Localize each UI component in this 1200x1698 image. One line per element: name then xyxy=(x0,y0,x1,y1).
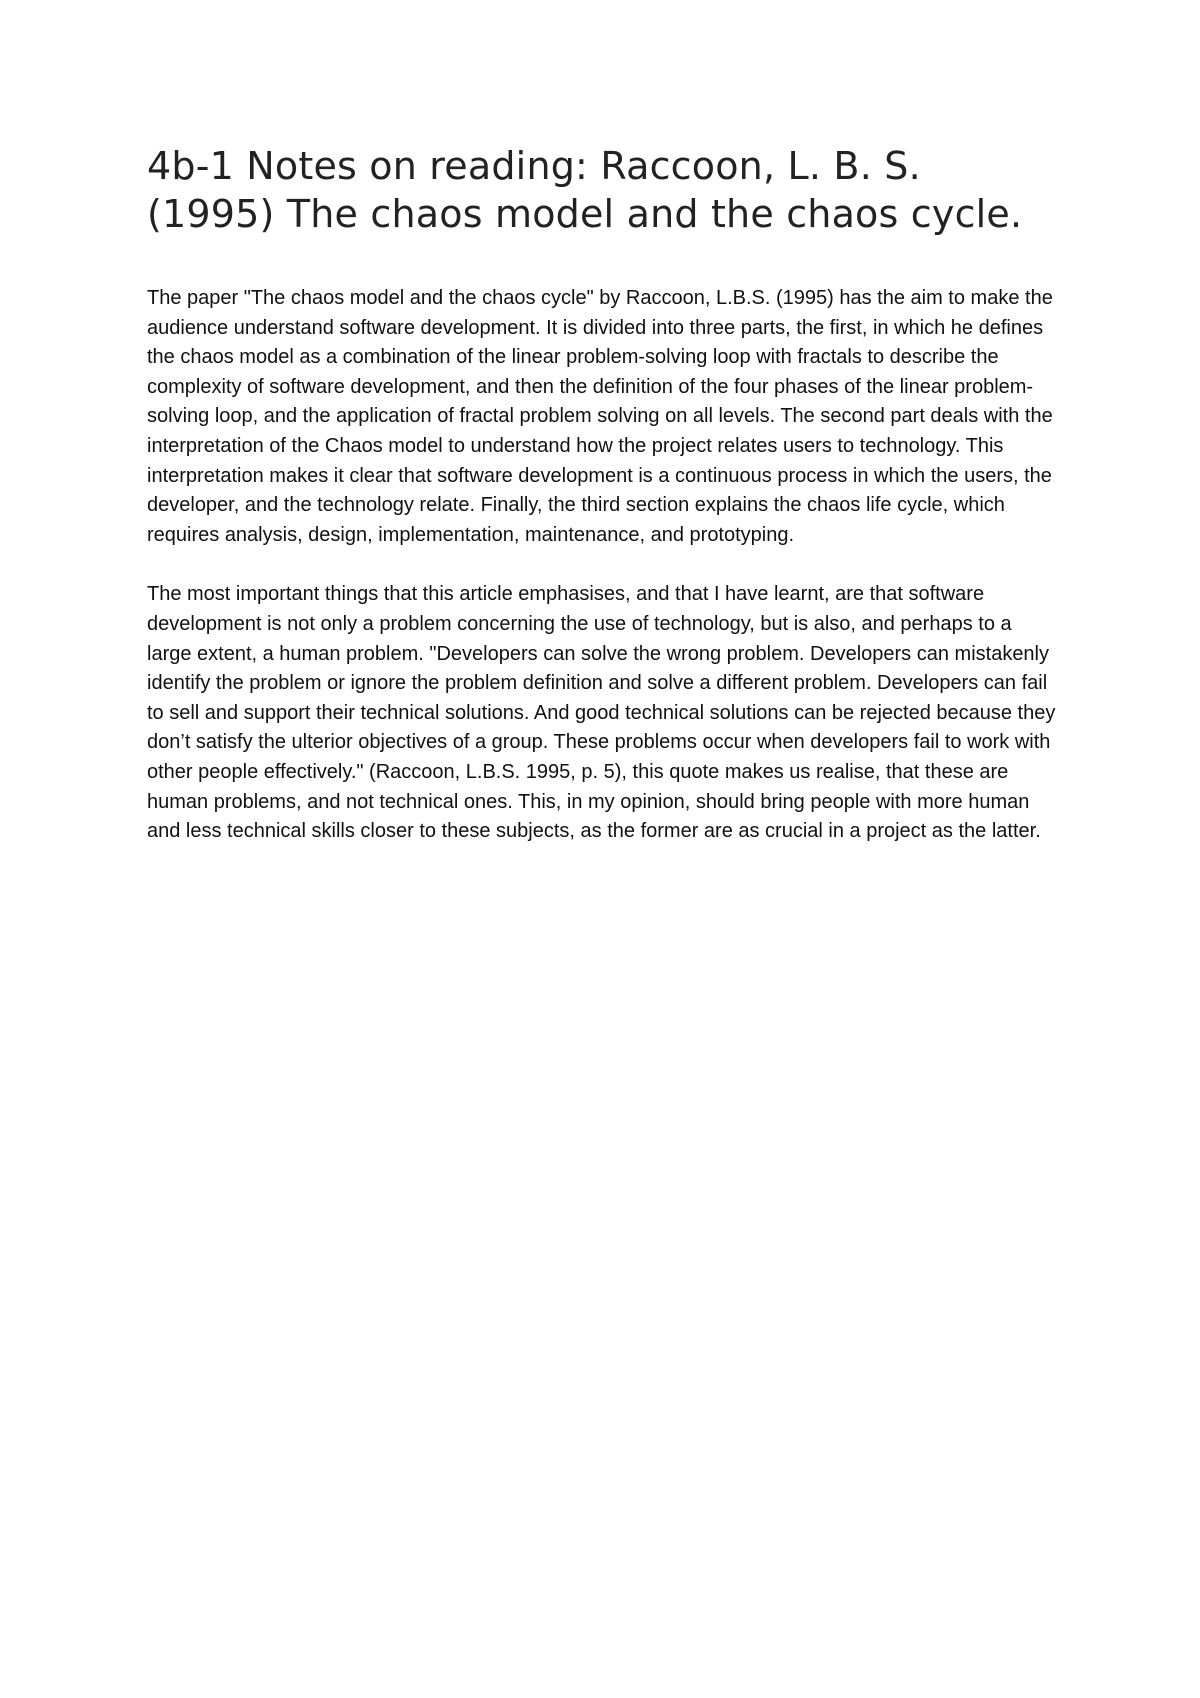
paragraph-summary: The paper "The chaos model and the chaos cycle" by Raccoon, L.B.S. (1995) has the aim to make the audience understand software development. It is divided into three parts, the first, in which he defines the chaos model as a combination of the linear problem-solving loop with fractals to describe the complexity of software development, and then the definition of the four phases of the linear problem-solving loop, and the application of fractal problem solving on all levels. The second part deals with the interpretation of the Chaos model to understand how the project relates users to technology. This interpretation makes it clear that software development is a continuous process in which the users, the developer, and the technology relate. Finally, the third section explains the chaos life cycle, which requires analysis, design, implementation, maintenance, and prototyping. xyxy=(147,287,1053,546)
document-title: 4b-1 Notes on reading: Raccoon, L. B. S. (1995) The chaos model and the chaos cycle. xyxy=(147,144,1023,236)
paragraph-reflection: The most important things that this article emphasises, and that I have learnt, are that software development is not only a problem concerning the use of technology, but is also, and perhaps to a large extent, a human problem. "Developers can solve the wrong problem. Developers can mistakenly identify the problem or ignore the problem definition and solve a different problem. Developers can fail to sell and support their technical solutions. And good technical solutions can be rejected because they don’t satisfy the ulterior objectives of a group. These problems occur when developers fail to work with other people effectively." (Raccoon, L.B.S. 1995, p. 5), this quote makes us realise, that these are human problems, and not technical ones. This, in my opinion, should bring people with more human and less technical skills closer to these subjects, as the former are as crucial in a project as the latter. xyxy=(147,583,1056,843)
